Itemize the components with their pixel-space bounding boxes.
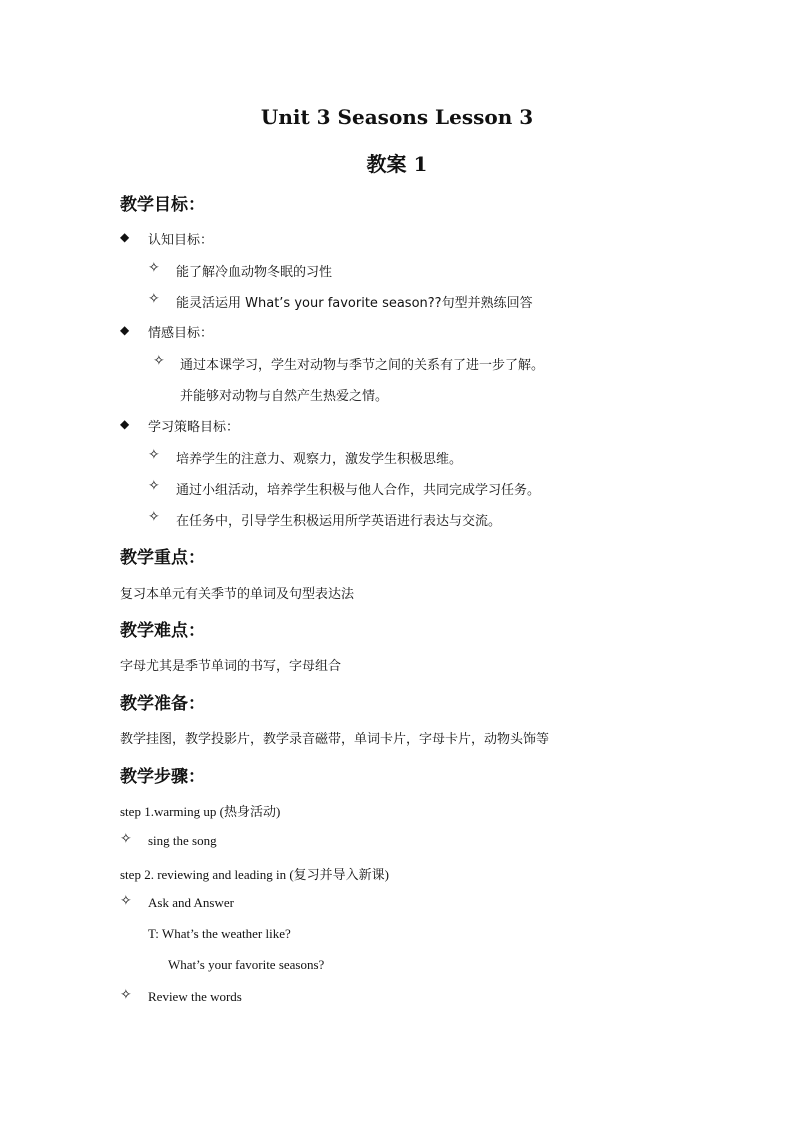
document-subtitle: 教案 1 xyxy=(366,152,428,176)
diamond-bullet-icon: ◆ xyxy=(120,417,130,431)
heading-preparation: 教学准备： xyxy=(120,694,205,714)
cognitive-label: 认知目标： xyxy=(148,233,214,248)
dialogue-line-2: What’s your favorite seasons? xyxy=(168,957,325,972)
emotional-label: 情感目标： xyxy=(148,326,214,341)
cognitive-item-1: 能了解冷血动物冬眠的习性 xyxy=(176,265,333,280)
strategy-item-2: 通过小组活动，培养学生积极与他人合作，共同完成学习任务。 xyxy=(176,483,541,498)
star-bullet-icon: ✧ xyxy=(148,260,160,276)
difficulties-text: 字母尤其是季节单词的书写，字母组合 xyxy=(120,659,342,674)
strategy-item-3: 在任务中，引导学生积极运用所学英语进行表达与交流。 xyxy=(176,514,502,529)
heading-steps: 教学步骤： xyxy=(120,767,205,787)
strategy-item-1: 培养学生的注意力、观察力，激发学生积极思维。 xyxy=(176,452,463,467)
heading-objectives: 教学目标： xyxy=(120,195,205,215)
diamond-bullet-icon: ◆ xyxy=(120,230,130,244)
star-bullet-icon: ✧ xyxy=(148,291,160,307)
step-1-item: sing the song xyxy=(148,833,217,848)
star-bullet-icon: ✧ xyxy=(148,478,160,494)
star-bullet-icon: ✧ xyxy=(148,447,160,463)
star-bullet-icon: ✧ xyxy=(153,353,165,369)
step-2: step 2. reviewing and leading in (复习并导入新课) xyxy=(120,867,389,882)
heading-key-points: 教学重点： xyxy=(120,548,205,568)
step-2-item-1: Ask and Answer xyxy=(148,895,234,910)
step-2-item-2: Review the words xyxy=(148,989,242,1004)
strategy-label: 学习策略目标： xyxy=(148,420,240,435)
star-bullet-icon: ✧ xyxy=(120,987,132,1003)
key-points-text: 复习本单元有关季节的单词及句型表达法 xyxy=(120,587,355,602)
cognitive-item-2: 能灵活运用 What’s your favorite season??句型并熟练回答 xyxy=(176,296,533,311)
emotional-item-2: 并能够对动物与自然产生热爱之情。 xyxy=(180,389,389,404)
emotional-item-1: 通过本课学习，学生对动物与季节之间的关系有了进一步了解。 xyxy=(180,358,545,373)
heading-difficulties: 教学难点： xyxy=(120,621,205,641)
step-1: step 1.warming up (热身活动) xyxy=(120,804,281,819)
preparation-text: 教学挂图，教学投影片，教学录音磁带，单词卡片，字母卡片，动物头饰等 xyxy=(120,732,550,747)
star-bullet-icon: ✧ xyxy=(120,831,132,847)
star-bullet-icon: ✧ xyxy=(120,893,132,909)
diamond-bullet-icon: ◆ xyxy=(120,323,130,337)
document-title: Unit 3 Seasons Lesson 3 xyxy=(260,105,534,129)
star-bullet-icon: ✧ xyxy=(148,509,160,525)
dialogue-line-1: T: What’s the weather like? xyxy=(148,926,291,941)
